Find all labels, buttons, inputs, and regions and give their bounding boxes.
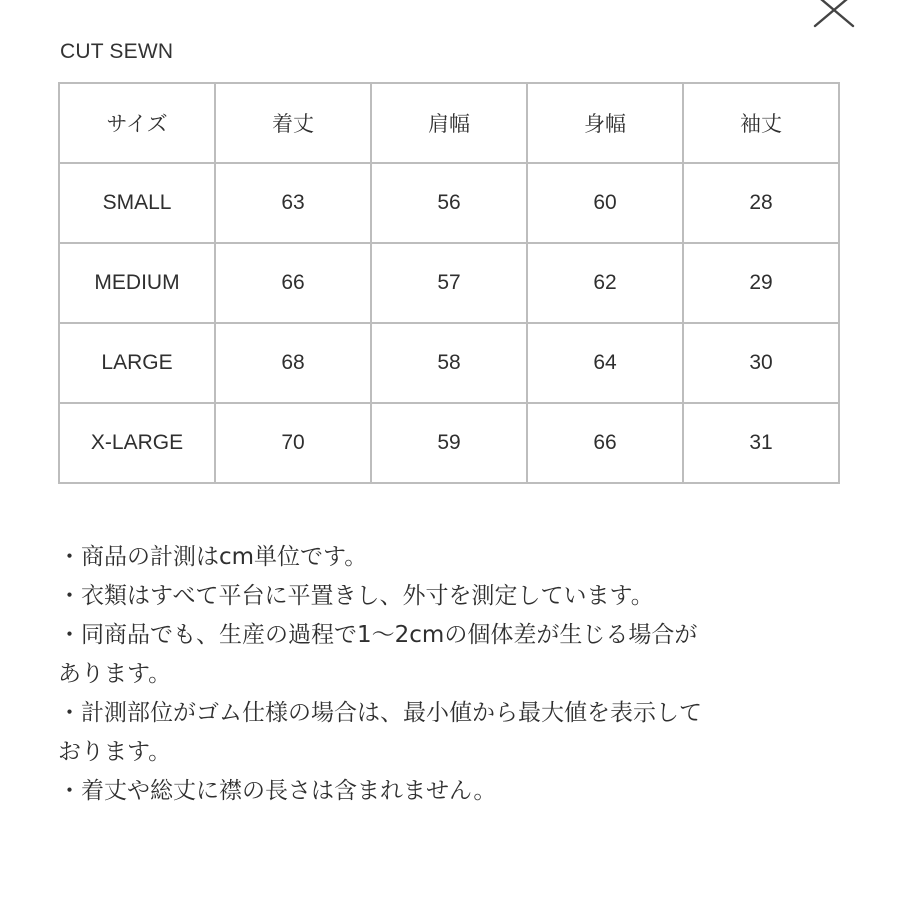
table-row (60, 324, 840, 404)
table-cell: 31 (684, 404, 840, 484)
table-cell: 64 (528, 324, 684, 404)
table-row (60, 404, 840, 484)
size-table (58, 82, 840, 484)
table-cell: 57 (372, 244, 528, 324)
size-label: X-LARGE (60, 404, 216, 484)
note-line: おります。 (58, 739, 172, 765)
table-row (60, 164, 840, 244)
note-line: ・商品の計測はcm単位です。 (58, 544, 368, 570)
note-line: ・計測部位がゴム仕様の場合は、最小値から最大値を表示して (58, 700, 702, 726)
note-line: あります。 (58, 661, 172, 687)
note-line: ・着丈や総丈に襟の長さは含まれません。 (58, 778, 497, 804)
header-body-width: 身幅 (528, 84, 684, 164)
table-cell: 30 (684, 324, 840, 404)
table-cell: 28 (684, 164, 840, 244)
table-row (60, 244, 840, 324)
table-cell: 63 (216, 164, 372, 244)
table-cell: 62 (528, 244, 684, 324)
note-line: ・衣類はすべて平台に平置きし、外寸を測定しています。 (58, 583, 654, 609)
table-header-row (60, 84, 840, 164)
table-cell: 70 (216, 404, 372, 484)
table-cell: 56 (372, 164, 528, 244)
close-button[interactable] (810, 0, 862, 30)
note-line: ・同商品でも、生産の過程で1〜2cmの個体差が生じる場合が (58, 622, 698, 648)
header-size: サイズ (60, 84, 216, 164)
size-label: MEDIUM (60, 244, 216, 324)
close-icon (810, 0, 862, 30)
measurement-notes (58, 538, 858, 811)
header-shoulder-width: 肩幅 (372, 84, 528, 164)
size-label: SMALL (60, 164, 216, 244)
table-cell: 68 (216, 324, 372, 404)
header-sleeve-length: 袖丈 (684, 84, 840, 164)
table-cell: 29 (684, 244, 840, 324)
table-cell: 66 (528, 404, 684, 484)
table-cell: 58 (372, 324, 528, 404)
table-cell: 59 (372, 404, 528, 484)
size-label: LARGE (60, 324, 216, 404)
table-cell: 60 (528, 164, 684, 244)
table-cell: 66 (216, 244, 372, 324)
header-length: 着丈 (216, 84, 372, 164)
table-title: CUT SEWN (60, 40, 174, 63)
